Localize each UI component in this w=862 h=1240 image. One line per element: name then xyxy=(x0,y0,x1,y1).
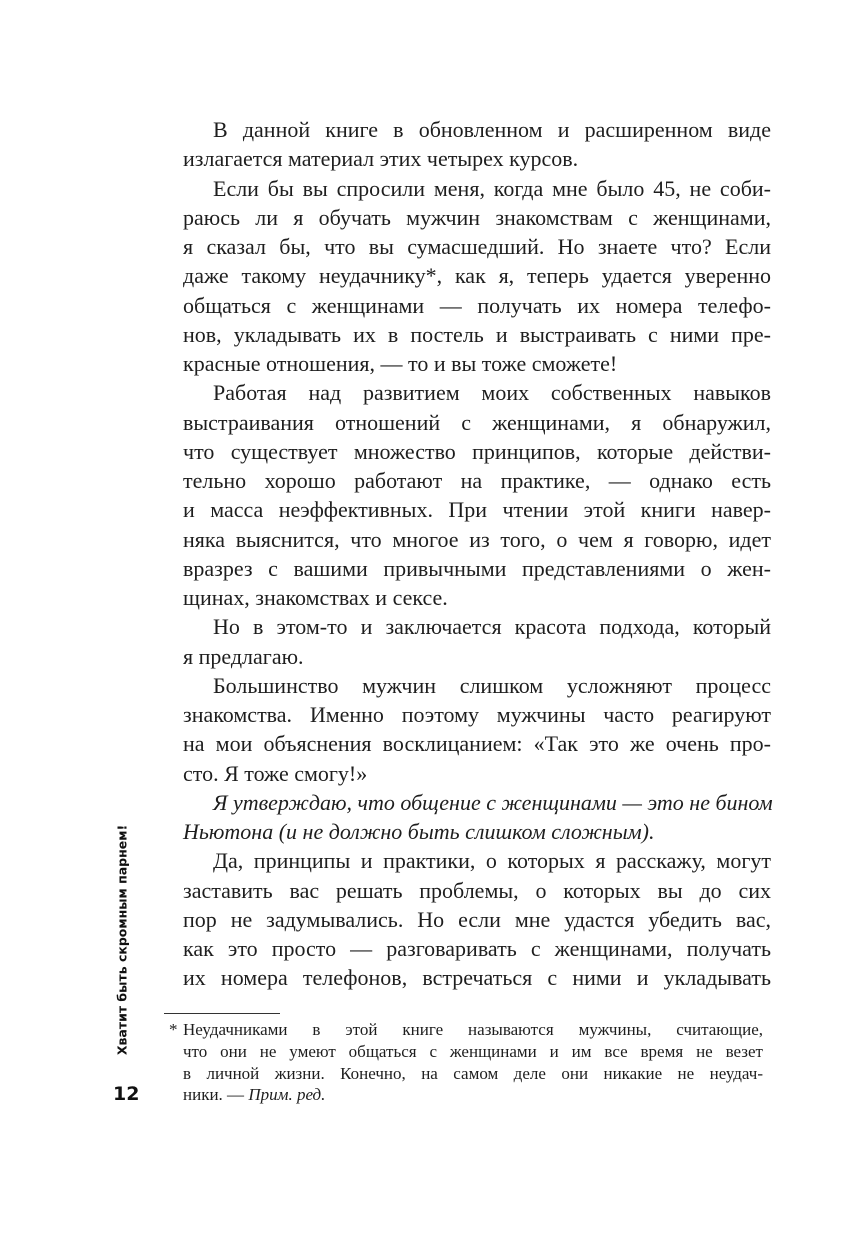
editor-note: Прим. ред. xyxy=(248,1085,326,1105)
footnote-divider xyxy=(164,1013,280,1014)
text-line: заставить вас решать проблемы, о которых вы до сих xyxy=(183,877,771,903)
text-line: пор не задумывались. Но если мне удастся убедить вас, xyxy=(183,906,771,932)
text-line: красные отношения, — то и вы тоже сможете! xyxy=(183,351,618,376)
text-line: даже такому неудачнику*, как я, теперь удается уверенно xyxy=(183,263,771,289)
text-line: выстраивания отношений с женщинами, я обнаружил, xyxy=(183,409,771,435)
text-line: Ньютона (и не должно быть слишком сложным). xyxy=(183,819,655,844)
text-line: как это просто — разговаривать с женщинами, получать xyxy=(183,936,771,961)
footnote-mark: * xyxy=(169,1020,178,1039)
text-line: Я утверждаю, что общение с женщинами — это не бином xyxy=(213,789,773,815)
running-head: Хватит быть скромным парнем! xyxy=(114,824,130,1056)
text-line: я предлагаю. xyxy=(183,643,304,669)
body-text xyxy=(183,115,771,993)
text-line: вразрез с вашими привычными представлениями о жен- xyxy=(183,555,771,581)
paragraph xyxy=(183,115,771,174)
footnote-line: в личной жизни. Конечно, на самом деле они никакие не неудач- xyxy=(183,1063,763,1083)
paragraph xyxy=(183,612,771,671)
page-number: 12 xyxy=(113,1083,140,1105)
text-line: нов, укладывать их в постель и выстраивать с ними пре- xyxy=(183,321,771,347)
text-line: излагается материал этих четырех курсов. xyxy=(183,146,579,172)
text-line: я сказал бы, что вы сумасшедший. Но знаете что? Если xyxy=(183,234,771,259)
paragraph xyxy=(183,671,771,788)
text-line: общаться с женщинами — получать их номера телефо- xyxy=(183,292,771,318)
text-line: Да, принципы и практики, о которых я расскажу, могут xyxy=(213,848,771,874)
text-line: няка выяснится, что многое из того, о чем я говорю, идет xyxy=(183,526,771,552)
footnote-line xyxy=(183,1084,763,1106)
text-line: что существует множество принципов, которые действи- xyxy=(183,438,771,464)
text-line: знакомства. Именно поэтому мужчины часто реагируют xyxy=(183,702,771,727)
text-line: их номера телефонов, встречаться с ними и укладывать xyxy=(183,965,771,991)
text-line: Большинство мужчин слишком усложняют процесс xyxy=(213,672,771,698)
paragraph xyxy=(183,378,771,612)
footnote-line: Неудачниками в этой книге называются мужчины, считающие, xyxy=(183,1020,763,1039)
footnote xyxy=(169,1019,763,1106)
italic-paragraph xyxy=(183,788,771,847)
text-line: и масса неэффективных. При чтении этой книги навер- xyxy=(183,497,771,523)
text-line: Работая над развитием моих собственных навыков xyxy=(213,380,771,406)
footnote-text: ники. — xyxy=(183,1085,249,1105)
text-line: сто. Я тоже смогу!» xyxy=(183,760,368,786)
text-line: тельно хорошо работают на практике, — однако есть xyxy=(183,468,771,493)
text-line: Если бы вы спросили меня, когда мне было 45, не соби- xyxy=(213,175,771,201)
text-line: раюсь ли я обучать мужчин знакомствам с женщинами, xyxy=(183,204,771,230)
footnote-line: что они не умеют общаться с женщинами и им все время не везет xyxy=(183,1041,763,1061)
text-line: Но в этом-то и заключается красота подхода, который xyxy=(213,614,771,640)
paragraph xyxy=(183,846,771,992)
text-line: на мои объяснения восклицанием: «Так это же очень про- xyxy=(183,731,771,757)
text-line: В данной книге в обновленном и расширенном виде xyxy=(213,117,771,142)
paragraph xyxy=(183,174,771,379)
text-line: щинах, знакомствах и сексе. xyxy=(183,585,448,610)
